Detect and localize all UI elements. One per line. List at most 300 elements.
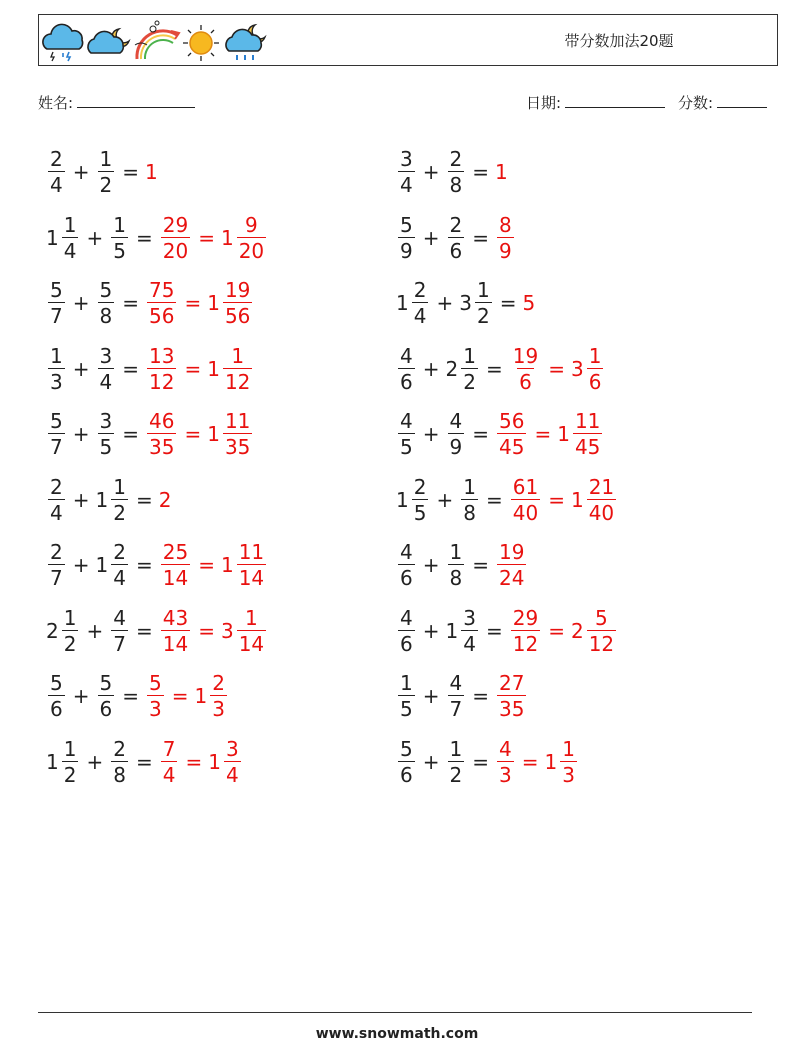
- addend-a-numerator: 1: [63, 212, 77, 237]
- answer-mixed-fraction: [587, 343, 604, 394]
- answer-mixed-denominator: 4: [225, 762, 239, 787]
- addend-b: [96, 411, 117, 457]
- answer: [509, 343, 606, 394]
- addend-b-denominator: 8: [463, 500, 476, 525]
- worksheet-title: 带分数加法20题: [564, 32, 674, 50]
- answer-mixed-whole: 1: [207, 422, 220, 446]
- addend-a-denominator: 4: [413, 304, 427, 328]
- equals-sign: =: [472, 553, 489, 577]
- answer-mixed-denominator: 6: [588, 369, 602, 394]
- date-label: 日期:: [526, 94, 562, 112]
- addend-a-fraction: [412, 280, 429, 326]
- plus-sign: +: [72, 487, 90, 512]
- addend-a-numerator: 1: [63, 605, 77, 630]
- addend-b-numerator: 1: [476, 278, 490, 302]
- addend-a-denominator: 2: [63, 762, 77, 787]
- addend-a-fraction: [398, 343, 415, 394]
- equals-sign: =: [472, 160, 489, 184]
- answer-improper-whole: 2: [158, 487, 172, 512]
- answer-mixed-whole: 1: [208, 749, 221, 774]
- answer-mixed-denominator: 14: [238, 631, 265, 656]
- answer-equals-sign: =: [184, 291, 202, 315]
- addend-a-whole: 1: [46, 225, 59, 250]
- addend-a-denominator: 6: [400, 369, 413, 394]
- answer-improper: [159, 736, 180, 787]
- addend-b-whole: 3: [459, 291, 472, 315]
- plus-sign: +: [86, 618, 104, 643]
- plus-sign: +: [422, 618, 440, 643]
- addend-b-numerator: 5: [99, 278, 113, 302]
- answer: [495, 212, 516, 263]
- answer: [495, 411, 604, 457]
- answer-improper-numerator: 13: [149, 343, 175, 368]
- addend-a-denominator: 6: [400, 631, 413, 656]
- addend-b: [96, 280, 117, 326]
- answer-improper-denominator: 6: [519, 369, 532, 394]
- addend-a-fraction: [48, 343, 65, 394]
- answer-improper-denominator: 3: [149, 697, 162, 721]
- equals-sign: =: [472, 749, 489, 774]
- addend-a-denominator: 4: [63, 238, 77, 263]
- addend-b-denominator: 4: [113, 566, 126, 590]
- answer-mixed-numerator: 1: [231, 343, 245, 368]
- addend-a: [46, 605, 80, 656]
- answer-improper: [145, 343, 178, 394]
- answer-mixed-denominator: 40: [588, 500, 615, 525]
- addend-b-numerator: 1: [99, 147, 113, 171]
- addend-a-denominator: 6: [400, 762, 413, 787]
- addend-b-numerator: 2: [449, 212, 463, 237]
- answer-improper-fraction: [147, 673, 164, 719]
- answer-improper: [159, 605, 192, 656]
- answer-mixed: [544, 736, 579, 787]
- addend-b-numerator: 2: [449, 147, 463, 171]
- answer: [522, 291, 536, 315]
- answer-improper: [495, 673, 528, 719]
- equals-sign: =: [135, 225, 153, 250]
- addend-b-numerator: 2: [113, 540, 126, 564]
- addend-b: [446, 542, 467, 588]
- addend-b-fraction: [448, 736, 465, 787]
- answer-mixed-fraction: [560, 736, 577, 787]
- addend-b-numerator: 1: [449, 540, 463, 564]
- addend-a: [396, 542, 417, 588]
- addend-a-denominator: 9: [400, 238, 413, 263]
- answer-mixed-numerator: 11: [238, 540, 265, 564]
- answer-mixed-numerator: 9: [245, 212, 258, 237]
- problem-item: [46, 339, 254, 399]
- date-field: [526, 92, 665, 113]
- answer-improper-fraction: [161, 605, 190, 656]
- answer-improper-fraction: [511, 474, 540, 525]
- plus-sign: +: [422, 356, 440, 381]
- addend-b-denominator: 4: [99, 369, 113, 394]
- plus-sign: +: [86, 225, 104, 250]
- addend-b-denominator: 4: [463, 631, 476, 656]
- addend-b-denominator: 7: [449, 697, 463, 721]
- answer-improper-numerator: 46: [149, 409, 175, 433]
- addend-b-numerator: 1: [463, 474, 476, 499]
- plus-sign: +: [72, 160, 90, 184]
- addend-b-denominator: 2: [476, 304, 490, 328]
- addend-b: [96, 149, 117, 195]
- answer-mixed-whole: 1: [194, 684, 208, 708]
- equals-sign: =: [135, 749, 153, 774]
- addend-b: [446, 149, 467, 195]
- answer-improper: [159, 542, 192, 588]
- footer-divider: [38, 1012, 752, 1013]
- equals-sign: =: [472, 422, 489, 446]
- addend-b-denominator: 6: [99, 697, 113, 721]
- answer-mixed-denominator: 45: [574, 435, 601, 459]
- addend-b-denominator: 5: [113, 238, 126, 263]
- addend-a-numerator: 5: [50, 278, 63, 302]
- addend-a-fraction: [62, 736, 79, 787]
- addend-a-whole: 2: [46, 618, 59, 643]
- answer-improper-denominator: 12: [149, 369, 175, 394]
- answer-mixed: [570, 474, 618, 525]
- answer-mixed-whole: 1: [544, 749, 558, 774]
- answer-equals-sign: =: [198, 618, 215, 643]
- answer-improper: [159, 488, 173, 512]
- addend-a-fraction: [398, 149, 415, 195]
- addend-a-denominator: 7: [50, 435, 63, 459]
- addend-b: [109, 605, 130, 656]
- addend-b-denominator: 7: [113, 631, 126, 656]
- addend-a-fraction: [48, 673, 65, 719]
- answer-mixed: [208, 736, 242, 787]
- addend-b-fraction: [448, 542, 465, 588]
- answer-mixed-numerator: 11: [574, 409, 601, 433]
- score-blank: [717, 93, 767, 108]
- addend-a-numerator: 4: [400, 343, 413, 368]
- answer-equals-sign: =: [185, 749, 203, 774]
- answer-mixed: [220, 212, 268, 263]
- addend-b-denominator: 8: [99, 304, 113, 328]
- equals-sign: =: [472, 684, 489, 708]
- addend-b-fraction: [98, 149, 115, 195]
- addend-a-fraction: [48, 280, 65, 326]
- answer-mixed: [207, 343, 254, 394]
- plus-sign: +: [422, 422, 440, 446]
- answer-improper-numerator: 4: [499, 736, 512, 761]
- answer: [159, 736, 243, 787]
- cloud-moon-icon: [88, 29, 129, 53]
- answer-improper: [145, 280, 178, 326]
- sun-icon: [183, 25, 219, 61]
- answer-equals-sign: =: [184, 356, 202, 381]
- answer-improper-fraction: [497, 736, 514, 787]
- addend-b-fraction: [111, 605, 128, 656]
- addend-b: [109, 212, 130, 263]
- answer: [159, 605, 268, 656]
- addend-a-fraction: [48, 542, 65, 588]
- answer-mixed-denominator: 56: [224, 304, 251, 328]
- answer-improper-numerator: 29: [162, 212, 189, 237]
- answer: [495, 160, 509, 184]
- addend-a-fraction: [412, 474, 429, 525]
- addend-b: [459, 280, 493, 326]
- answer: [509, 474, 618, 525]
- addend-a: [396, 280, 430, 326]
- answer-mixed-fraction: [223, 411, 252, 457]
- addend-a-numerator: 5: [50, 671, 63, 695]
- equals-sign: =: [122, 356, 139, 381]
- addend-b-denominator: 2: [463, 369, 476, 394]
- addend-b: [96, 343, 117, 394]
- answer-mixed: [557, 411, 604, 457]
- answer: [159, 542, 268, 588]
- addend-b-fraction: [111, 542, 128, 588]
- cloud-rain-lightning-icon: [43, 24, 83, 61]
- equals-sign: =: [472, 225, 489, 250]
- addend-a-fraction: [398, 736, 415, 787]
- answer-mixed: [195, 673, 229, 719]
- answer-mixed-whole: 1: [570, 487, 584, 512]
- answer-improper-fraction: [497, 673, 526, 719]
- addend-a-whole: 1: [396, 291, 409, 315]
- answer-equals-sign: =: [198, 225, 215, 250]
- answer-mixed-numerator: 11: [224, 409, 251, 433]
- answer-equals-sign: =: [548, 618, 565, 643]
- answer-mixed-fraction: [587, 474, 616, 525]
- addend-b-whole: 1: [95, 487, 109, 512]
- equals-sign: =: [485, 618, 503, 643]
- addend-a-denominator: 4: [400, 173, 413, 197]
- addend-a-fraction: [398, 673, 415, 719]
- addend-b-denominator: 5: [99, 435, 113, 459]
- addend-b-fraction: [461, 343, 478, 394]
- answer-mixed: [220, 605, 268, 656]
- addend-b-fraction: [461, 605, 478, 656]
- addend-a-denominator: 5: [400, 697, 413, 721]
- answer-mixed-fraction: [573, 411, 602, 457]
- addend-b-numerator: 1: [113, 212, 126, 237]
- problem-item: [396, 601, 618, 661]
- problem-item: [396, 732, 579, 792]
- addend-a-denominator: 7: [50, 304, 63, 328]
- problem-item: [46, 732, 243, 792]
- cloud-moon-rain-icon: [226, 25, 265, 60]
- addend-b: [446, 411, 467, 457]
- answer-mixed-numerator: 19: [224, 278, 251, 302]
- answer-mixed-whole: 1: [557, 422, 570, 446]
- addend-b-fraction: [98, 673, 115, 719]
- addend-a-fraction: [48, 411, 65, 457]
- plus-sign: +: [422, 553, 440, 577]
- equals-sign: =: [135, 618, 153, 643]
- problem-item: [46, 208, 268, 268]
- answer-equals-sign: =: [534, 422, 552, 446]
- addend-b-numerator: 3: [99, 343, 113, 368]
- answer-improper-fraction: [161, 212, 190, 263]
- problem-item: [46, 601, 268, 661]
- addend-a: [396, 474, 430, 525]
- answer-mixed-fraction: [237, 212, 266, 263]
- answer-improper: [522, 291, 536, 315]
- addend-a-denominator: 5: [400, 435, 413, 459]
- answer-improper-denominator: 4: [162, 762, 176, 787]
- answer-improper: [495, 736, 516, 787]
- addend-a-numerator: 1: [400, 671, 413, 695]
- equals-sign: =: [485, 356, 503, 381]
- addend-b-fraction: [111, 736, 128, 787]
- score-label: 分数:: [678, 94, 714, 112]
- plus-sign: +: [86, 749, 104, 774]
- equals-sign: =: [135, 487, 153, 512]
- addend-b-fraction: [98, 280, 115, 326]
- date-blank: [565, 93, 665, 108]
- addend-a-numerator: 5: [50, 409, 63, 433]
- answer-mixed-fraction: [210, 673, 227, 719]
- answer-improper-fraction: [511, 343, 540, 394]
- addend-a: [396, 411, 417, 457]
- addend-b-denominator: 2: [113, 500, 126, 525]
- answer: [495, 673, 528, 719]
- answer-improper: [509, 605, 542, 656]
- addend-a: [46, 280, 67, 326]
- plus-sign: +: [436, 487, 454, 512]
- plus-sign: +: [422, 225, 440, 250]
- answer-mixed-denominator: 12: [588, 631, 615, 656]
- addend-b-denominator: 9: [449, 435, 463, 459]
- addend-a-numerator: 4: [400, 540, 413, 564]
- addend-a: [396, 673, 417, 719]
- answer-improper: [145, 411, 178, 457]
- answer-improper-numerator: 5: [149, 671, 162, 695]
- answer-mixed-whole: 1: [207, 356, 220, 381]
- answer-mixed-whole: 1: [220, 225, 234, 250]
- addend-a-fraction: [398, 605, 415, 656]
- equals-sign: =: [122, 160, 139, 184]
- answer-mixed-fraction: [587, 605, 616, 656]
- answer-improper-denominator: 14: [162, 566, 189, 590]
- addend-b-whole: 1: [445, 618, 459, 643]
- answer-mixed-numerator: 21: [588, 474, 615, 499]
- answer-improper-fraction: [497, 411, 526, 457]
- addend-b-fraction: [448, 673, 465, 719]
- problem-item: [396, 535, 528, 595]
- answer-improper: [145, 160, 159, 184]
- answer-improper-denominator: 24: [499, 566, 525, 590]
- answer-equals-sign: =: [171, 684, 189, 708]
- problem-item: [46, 142, 159, 202]
- answer-improper: [495, 411, 528, 457]
- addend-a: [46, 343, 67, 394]
- weather-icons-strip: [41, 19, 273, 63]
- answer: [145, 343, 254, 394]
- addend-a: [396, 212, 417, 263]
- addend-b-numerator: 4: [449, 409, 463, 433]
- answer-improper-numerator: 75: [149, 278, 175, 302]
- addend-a-denominator: 6: [400, 566, 413, 590]
- answer-mixed-fraction: [237, 605, 266, 656]
- addend-a-denominator: 3: [50, 369, 63, 394]
- addend-a-numerator: 2: [50, 474, 63, 499]
- answer-mixed: [207, 280, 254, 326]
- addend-a-numerator: 4: [400, 409, 413, 433]
- addend-a-denominator: 5: [413, 500, 427, 525]
- addend-a-fraction: [48, 149, 65, 195]
- addend-b-fraction: [98, 411, 115, 457]
- answer: [159, 212, 268, 263]
- plus-sign: +: [72, 684, 90, 708]
- name-field: [38, 92, 195, 113]
- addend-b: [95, 474, 130, 525]
- problem-item: [396, 339, 605, 399]
- answer-mixed-denominator: 35: [224, 435, 251, 459]
- answer-improper-denominator: 12: [512, 631, 539, 656]
- addend-b-denominator: 2: [99, 173, 113, 197]
- equals-sign: =: [122, 422, 139, 446]
- addend-b-denominator: 6: [449, 238, 463, 263]
- answer-mixed-fraction: [224, 736, 241, 787]
- answer: [145, 280, 254, 326]
- answer-mixed-numerator: 2: [212, 671, 225, 695]
- footer-url: www.snowmath.com: [315, 1026, 479, 1042]
- name-blank: [77, 93, 195, 108]
- addend-b: [445, 343, 480, 394]
- answer-improper-denominator: 35: [499, 697, 525, 721]
- addend-b: [446, 736, 467, 787]
- answer-improper-denominator: 3: [499, 762, 512, 787]
- answer-mixed-numerator: 1: [245, 605, 258, 630]
- plus-sign: +: [422, 684, 440, 708]
- answer-improper-fraction: [511, 605, 540, 656]
- answer-improper-denominator: 40: [512, 500, 539, 525]
- equals-sign: =: [499, 291, 517, 315]
- plus-sign: +: [72, 291, 90, 315]
- plus-sign: +: [72, 553, 90, 577]
- addend-a-numerator: 1: [63, 736, 77, 761]
- answer-improper-numerator: 61: [512, 474, 539, 499]
- problem-item: [396, 404, 604, 464]
- problem-item: [46, 470, 172, 530]
- equals-sign: =: [122, 684, 139, 708]
- answer-improper-fraction: [147, 280, 176, 326]
- addend-b-numerator: 3: [99, 409, 113, 433]
- addend-a: [396, 736, 417, 787]
- addend-b-numerator: 2: [113, 736, 126, 761]
- addend-a-denominator: 2: [63, 631, 77, 656]
- addend-b-fraction: [448, 212, 465, 263]
- addend-a-numerator: 2: [413, 474, 427, 499]
- addend-b: [459, 474, 480, 525]
- answer-mixed: [570, 343, 605, 394]
- addend-b: [109, 736, 130, 787]
- answer-improper-numerator: 27: [499, 671, 525, 695]
- answer-improper-numerator: 43: [162, 605, 189, 630]
- addend-b-denominator: 8: [449, 173, 463, 197]
- answer-mixed-denominator: 3: [212, 697, 225, 721]
- answer-improper: [495, 542, 528, 588]
- addend-a-denominator: 7: [50, 566, 63, 590]
- answer: [509, 605, 618, 656]
- addend-b: [96, 542, 130, 588]
- plus-sign: +: [422, 749, 440, 774]
- plus-sign: +: [72, 356, 90, 381]
- answer-mixed-whole: 1: [220, 553, 234, 577]
- answer-equals-sign: =: [198, 553, 215, 577]
- answer-improper-denominator: 9: [499, 238, 512, 263]
- addend-b-fraction: [98, 343, 115, 394]
- answer-improper-numerator: 56: [499, 409, 525, 433]
- answer-improper: [159, 212, 192, 263]
- problem-item: [46, 404, 254, 464]
- score-field: [678, 92, 767, 113]
- addend-b-fraction: [448, 149, 465, 195]
- equals-sign: =: [135, 553, 153, 577]
